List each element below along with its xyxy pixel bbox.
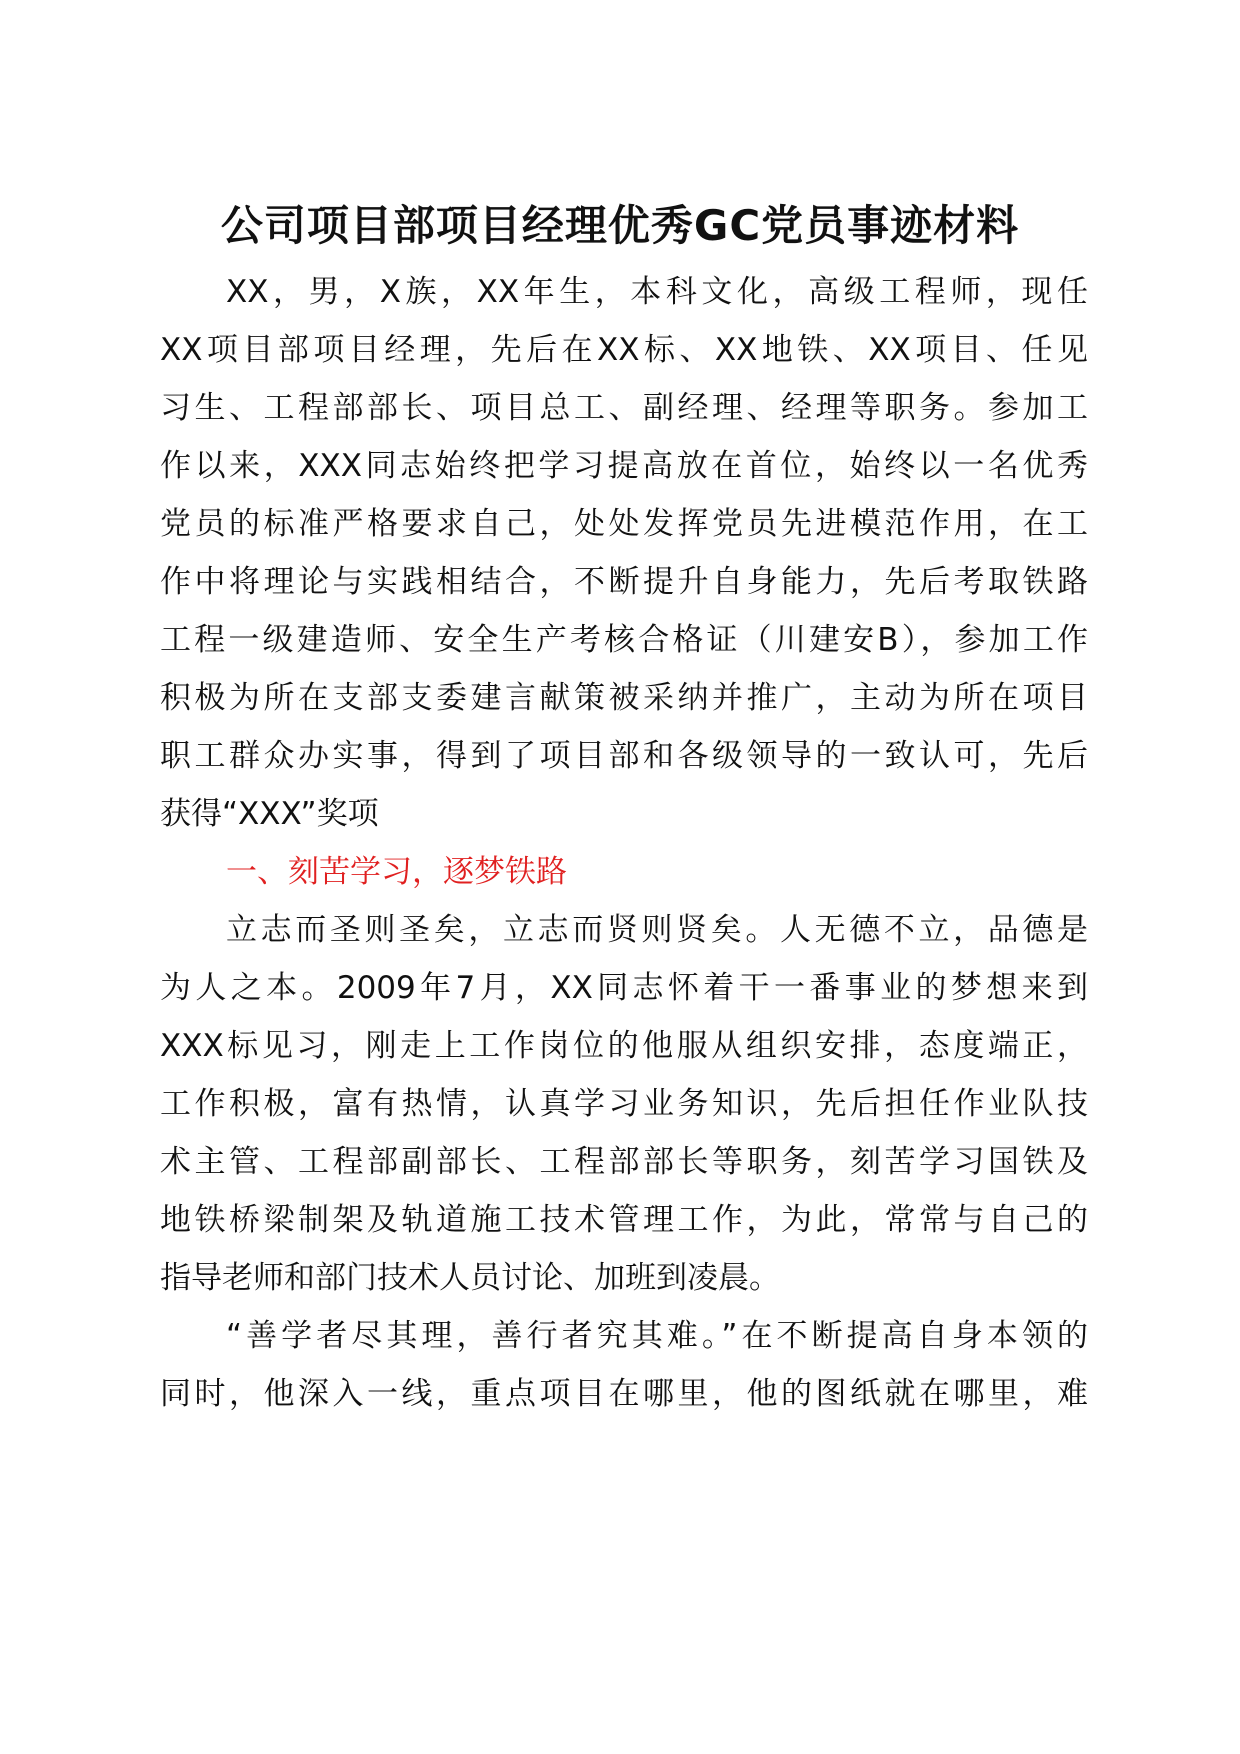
paragraph-line: 职工群众办实事，得到了项目部和各级领导的一致认可，先后 bbox=[160, 738, 1088, 774]
section-heading: 一、刻苦学习，逐梦铁路 bbox=[226, 854, 567, 890]
paragraph-line: 党员的标准严格要求自己，处处发挥党员先进模范作用，在工 bbox=[160, 506, 1088, 542]
paragraph-line: 作中将理论与实践相结合，不断提升自身能力，先后考取铁路 bbox=[160, 564, 1088, 600]
paragraph-line: 地铁桥梁制架及轨道施工技术管理工作，为此，常常与自己的 bbox=[160, 1202, 1088, 1238]
paragraph-line: 工程一级建造师、安全生产考核合格证（川建安B），参加工作 bbox=[160, 622, 1088, 658]
paragraph-line: “善学者尽其理，善行者究其难。”在不断提高自身本领的 bbox=[226, 1318, 1088, 1354]
paragraph-line: XX，男，X族，XX年生，本科文化，高级工程师，现任 bbox=[226, 274, 1088, 310]
paragraph-line: 获得“XXX”奖项 bbox=[160, 796, 379, 832]
paragraph-line: 指导老师和部门技术人员讨论、加班到凌晨。 bbox=[160, 1260, 780, 1296]
document-title: 公司项目部项目经理优秀GC党员事迹材料 bbox=[220, 201, 1020, 250]
paragraph-line: 作以来，XXX同志始终把学习提高放在首位，始终以一名优秀 bbox=[160, 448, 1088, 484]
paragraph-line: 立志而圣则圣矣，立志而贤则贤矣。人无德不立，品德是 bbox=[226, 912, 1088, 948]
paragraph-line: XX项目部项目经理，先后在XX标、XX地铁、XX项目、任见 bbox=[160, 332, 1088, 368]
paragraph-line: XXX标见习，刚走上工作岗位的他服从组织安排，态度端正， bbox=[160, 1028, 1088, 1064]
paragraph-line: 习生、工程部部长、项目总工、副经理、经理等职务。参加工 bbox=[160, 390, 1088, 426]
paragraph-line: 为人之本。2009年7月，XX同志怀着干一番事业的梦想来到 bbox=[160, 970, 1088, 1006]
paragraph-line: 术主管、工程部副部长、工程部部长等职务，刻苦学习国铁及 bbox=[160, 1144, 1088, 1180]
paragraph-line: 工作积极，富有热情，认真学习业务知识，先后担任作业队技 bbox=[160, 1086, 1088, 1122]
paragraph-line: 同时，他深入一线，重点项目在哪里，他的图纸就在哪里，难 bbox=[160, 1376, 1088, 1412]
paragraph-line: 积极为所在支部支委建言献策被采纳并推广，主动为所在项目 bbox=[160, 680, 1088, 716]
